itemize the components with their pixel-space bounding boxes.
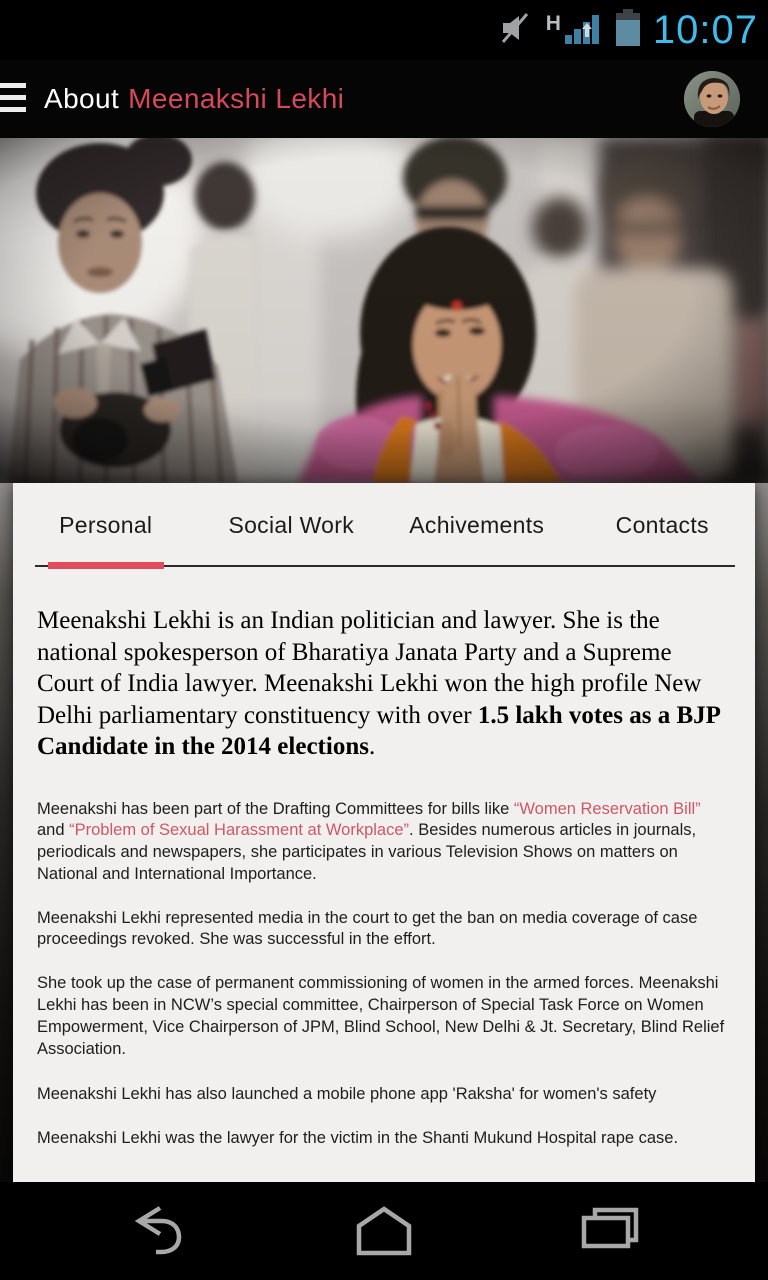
active-tab-indicator xyxy=(48,562,164,569)
mute-icon xyxy=(500,11,534,50)
tab-social-work[interactable] xyxy=(199,483,385,567)
paragraph-text: . Besides numerous articles in journals, periodicals and newspapers, she participates in various Television Shows on matters on National and International Importance. xyxy=(37,821,697,883)
page-title xyxy=(44,83,344,115)
intro-paragraph xyxy=(37,605,727,763)
highlight-women-reservation-bill: “Women Reservation Bill” xyxy=(513,799,701,818)
menu-icon[interactable] xyxy=(0,83,26,112)
content-backdrop xyxy=(0,483,768,1182)
tab-label: Social Work xyxy=(228,511,355,538)
signal-strength-icon xyxy=(563,11,603,50)
tab-label: Contacts xyxy=(615,511,709,538)
clock: 10:07 xyxy=(652,8,758,52)
tab-label: Personal xyxy=(59,511,153,538)
tab-achivements[interactable] xyxy=(384,483,570,567)
intro-text: . xyxy=(368,733,376,760)
home-icon xyxy=(352,1244,416,1261)
navigation-bar xyxy=(0,1182,768,1280)
back-button[interactable] xyxy=(128,1205,192,1257)
status-bar xyxy=(0,0,768,60)
content-card xyxy=(13,483,755,1182)
intro-text: Meenakshi Lekhi is an Indian politician and lawyer. She is the national spokesperson of Bharatiya Janata Party and a Supreme Court of India lawyer. Meenakshi Lekhi won the high profile New Delhi parliamentary constituency with over xyxy=(37,607,702,729)
paragraph-hospital-case: Meenakshi Lekhi was the lawyer for the victim in the Shanti Mukund Hospital rape case. xyxy=(37,1129,679,1148)
tab-bar xyxy=(13,483,755,567)
title-prefix: About xyxy=(44,83,120,114)
tab-personal[interactable] xyxy=(13,483,199,567)
home-button[interactable] xyxy=(352,1205,416,1257)
paragraph-media-ban: Meenakshi Lekhi represented media in the court to get the ban on media coverage of case proceedings revoked. She was successful in the effort. xyxy=(37,908,698,949)
recents-icon xyxy=(578,1244,642,1261)
intro-bold-text: 1.5 lakh votes as a BJP Candidate in the 2014 elections xyxy=(37,701,720,760)
highlight-sexual-harassment-bill: “Problem of Sexual Harassment at Workplace” xyxy=(69,821,410,840)
app-header xyxy=(0,60,768,138)
biography-text xyxy=(13,605,755,1150)
tab-contacts[interactable] xyxy=(570,483,756,567)
battery-icon xyxy=(615,9,641,52)
network-type-label: H xyxy=(545,12,561,35)
paragraph-bills xyxy=(37,799,727,886)
paragraph-text: Meenakshi has been part of the Drafting Committees for bills like xyxy=(37,799,514,818)
hero-image xyxy=(0,138,768,483)
recents-button[interactable] xyxy=(578,1205,642,1257)
avatar[interactable] xyxy=(684,71,740,127)
paragraph-raksha-app: Meenakshi Lekhi has also launched a mobile phone app 'Raksha' for women's safety xyxy=(37,1085,657,1104)
paragraph-text: and xyxy=(37,821,70,840)
back-icon xyxy=(128,1244,192,1261)
paragraph-women-forces: She took up the case of permanent commissioning of women in the armed forces. Meenakshi Lekhi has been in NCW’s special committee, Chairperson of Special Task Force on Women Empowerment, Vice Chairperson of JPM, Blind School, New Delhi & Jt. Secretary, Blind Relief Association. xyxy=(37,974,725,1058)
tab-label: Achivements xyxy=(409,511,545,538)
title-name: Meenakshi Lekhi xyxy=(128,83,345,114)
